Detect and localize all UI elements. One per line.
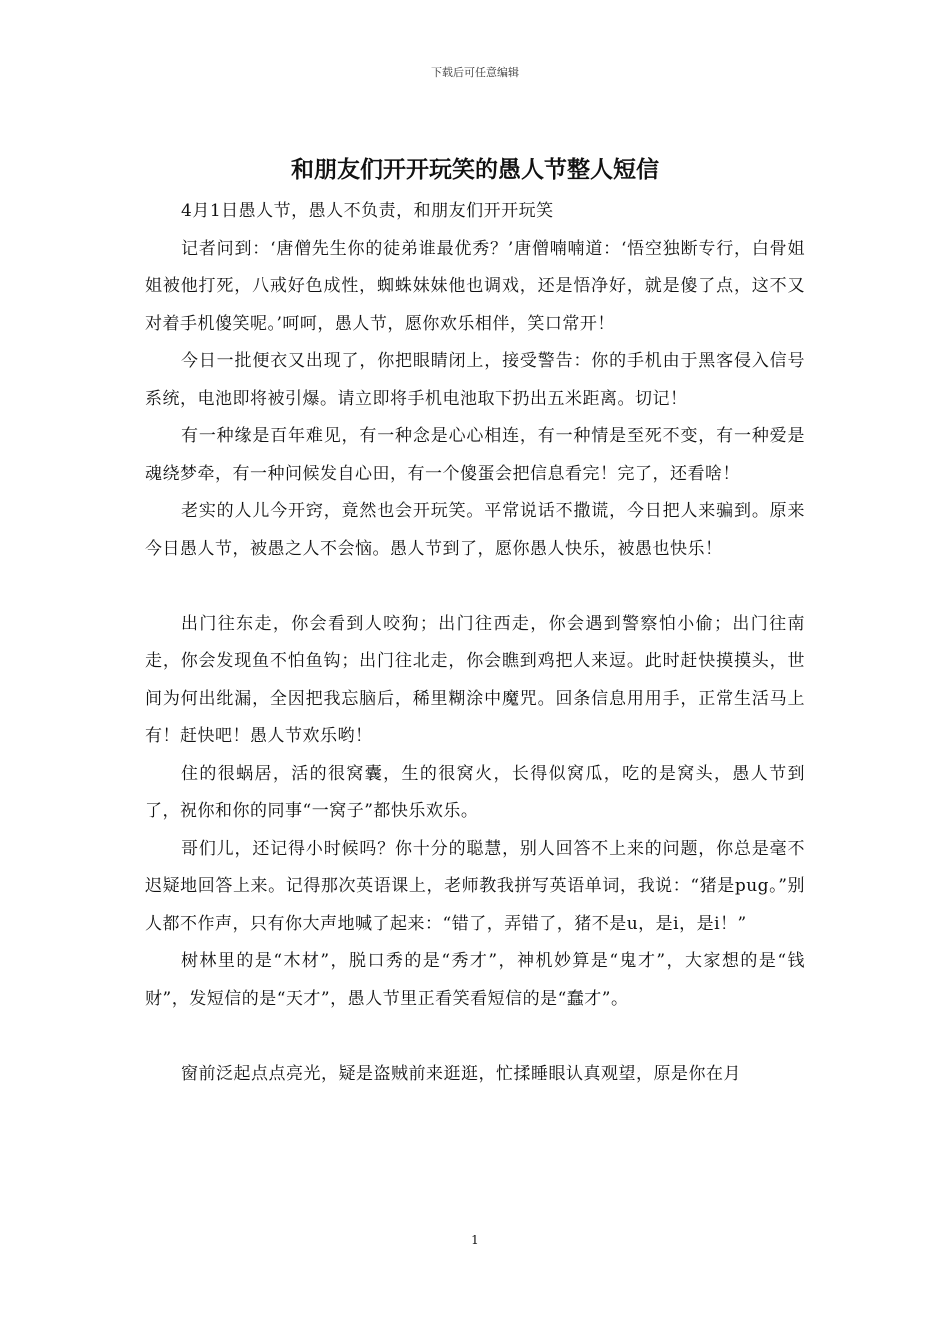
paragraph: 哥们儿，还记得小时候吗？你十分的聪慧，别人回答不上来的问题，你总是毫不迟疑地回答上来。记得那次英语课上，老师教我拼写英语单词，我说：“猪是pug。”别人都不作声，只有你大声地喊了起来：“错了，弄错了，猪不是u，是i，是i！”	[145, 838, 805, 934]
paragraph: 今日一批便衣又出现了，你把眼睛闭上，接受警告：你的手机由于黑客侵入信号系统，电池即将被引爆。请立即将手机电池取下扔出五米距离。切记！	[145, 351, 805, 409]
paragraph: 出门往东走，你会看到人咬狗；出门往西走，你会遇到警察怕小偷；出门往南走，你会发现鱼不怕鱼钩；出门往北走，你会瞧到鸡把人来逗。此时赶快摸摸头，世间为何出纰漏，全因把我忘脑后，稀里糊涂中魔咒。回条信息用用手，正常生活马上有！赶快吧！愚人节欢乐哟！	[145, 613, 805, 746]
paragraph: 树林里的是“木材”，脱口秀的是“秀才”，神机妙算是“鬼才”，大家想的是“钱财”，发短信的是“天才”，愚人节里正看笑看短信的是“蠢才”。	[145, 951, 805, 1009]
paragraph: 记者问到：‘唐僧先生你的徒弟谁最优秀？’唐僧喃喃道：‘悟空独断专行，白骨姐姐被他打死，八戒好色成性，蜘蛛妹妹他也调戏，还是悟净好，就是傻了点，这不又对着手机傻笑呢。’呵呵，愚人节，愿你欢乐相伴，笑口常开！	[145, 238, 805, 334]
document-body	[145, 193, 805, 1093]
page-number: 1	[471, 1233, 479, 1247]
page-header: 下载后可任意编辑	[431, 66, 519, 79]
paragraph: 4月1日愚人节，愚人不负责，和朋友们开开玩笑	[181, 201, 554, 221]
paragraph: 老实的人儿今开窍，竟然也会开玩笑。平常说话不撒谎，今日把人来骗到。原来今日愚人节，被愚之人不会恼。愚人节到了，愿你愚人快乐，被愚也快乐！	[145, 501, 805, 559]
paragraph: 窗前泛起点点亮光，疑是盗贼前来逛逛，忙揉睡眼认真观望，原是你在月	[181, 1063, 741, 1084]
paragraph-spacer	[145, 1018, 805, 1056]
document-title: 和朋友们开开玩笑的愚人节整人短信	[291, 156, 659, 183]
paragraph-spacer	[145, 568, 805, 606]
paragraph: 住的很蜗居，活的很窝囊，生的很窝火，长得似窝瓜，吃的是窝头，愚人节到了，祝你和你的同事“一窝子”都快乐欢乐。	[145, 763, 805, 821]
paragraph: 有一种缘是百年难见，有一种念是心心相连，有一种情是至死不变，有一种爱是魂绕梦牵，有一种问候发自心田，有一个傻蛋会把信息看完！完了，还看啥！	[145, 426, 805, 484]
